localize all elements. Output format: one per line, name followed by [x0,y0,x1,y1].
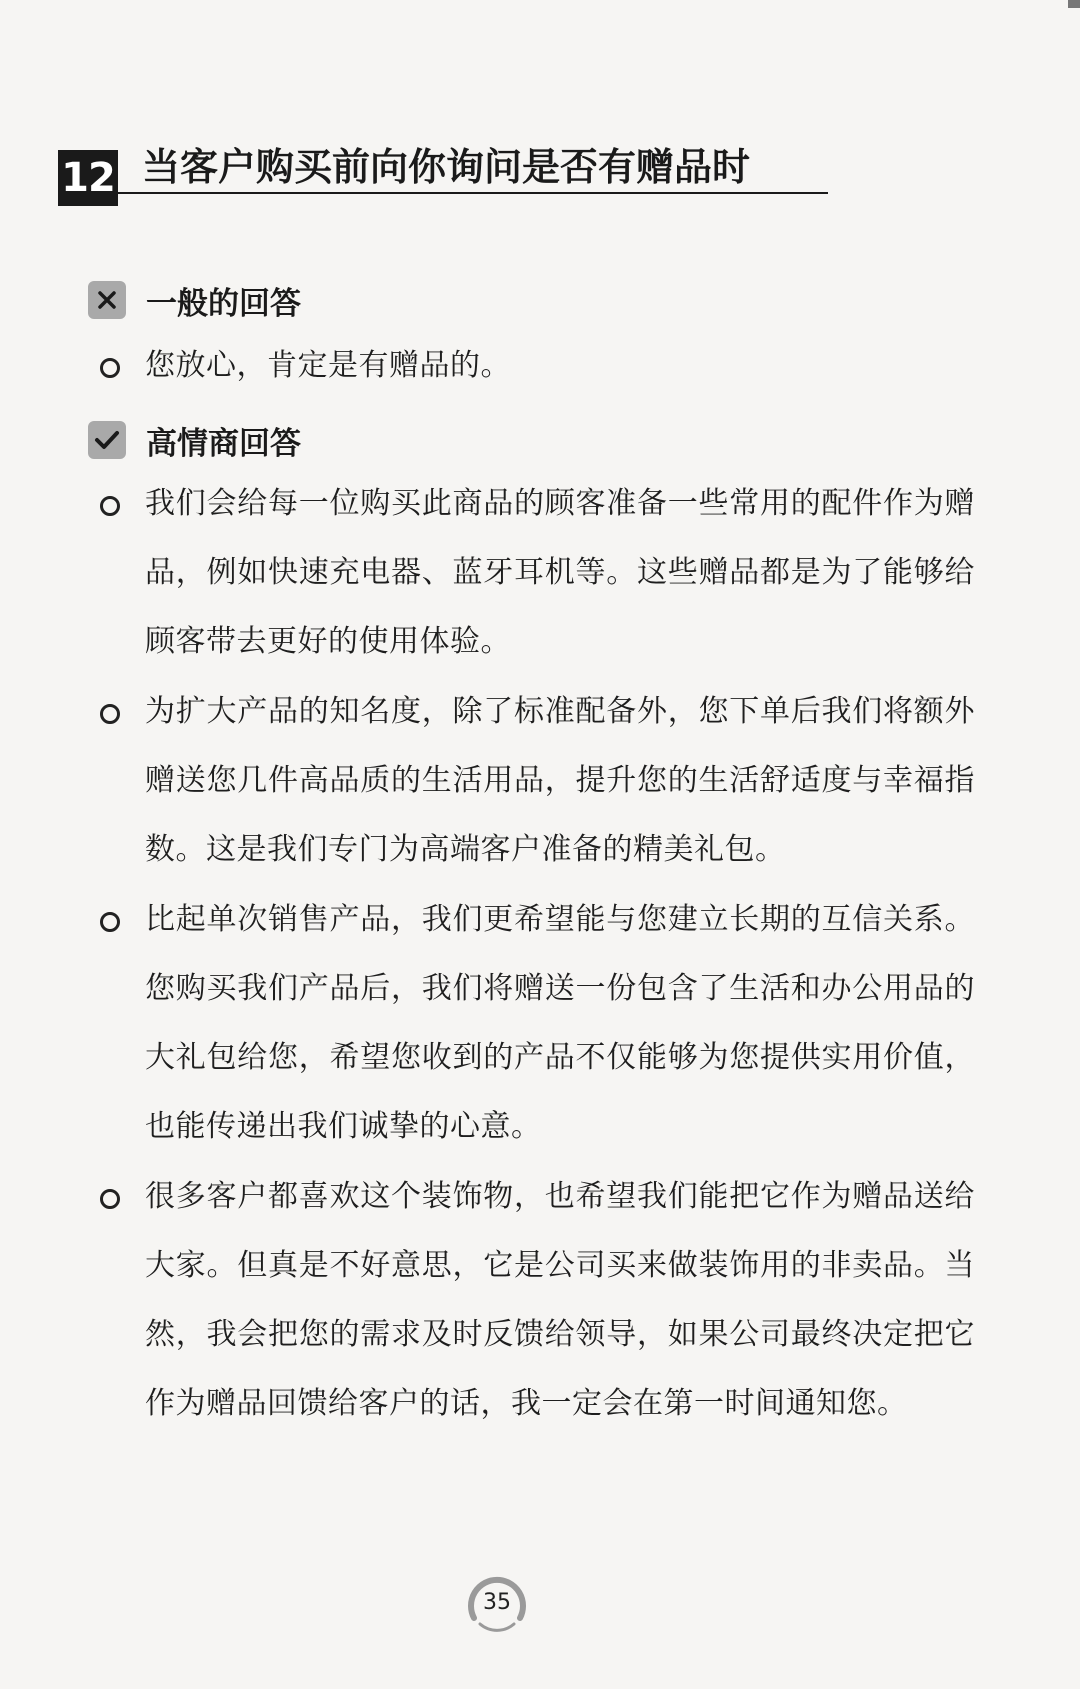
eq-answer-item: 为扩大产品的知名度，除了标准配备外，您下单后我们将额外赠送您几件高品质的生活用品，提升您的生活舒适度与幸福指数。这是我们专门为高端客户准备的精美礼包。 [145,694,975,867]
bullet-icon [100,496,120,516]
eq-answer-heading [88,418,301,462]
cross-icon [88,281,126,319]
section-title: 当客户购买前向你询问是否有赠品时 [142,145,751,189]
bullet-icon [100,912,120,932]
check-icon [88,421,126,459]
eq-answer-item: 很多客户都喜欢这个装饰物，也希望我们能把它作为赠品送给大家。但真是不好意思，它是公司买来做装饰用的非卖品。当然，我会把您的需求及时反馈给领导，如果公司最终决定把它作为赠品回馈给客户的话，我一定会在第一时间通知您。 [145,1179,975,1421]
section-number: 12 [58,150,118,206]
eq-answer-item: 比起单次销售产品，我们更希望能与您建立长期的互信关系。您购买我们产品后，我们将赠送一份包含了生活和办公用品的大礼包给您，希望您收到的产品不仅能够为您提供实用价值，也能传递出我们诚挚的心意。 [145,902,975,1144]
section-underline [118,192,828,194]
eq-answer-label: 高情商回答 [146,425,301,462]
eq-answer-item: 我们会给每一位购买此商品的顾客准备一些常用的配件作为赠品，例如快速充电器、蓝牙耳机等。这些赠品都是为了能够给顾客带去更好的使用体验。 [145,486,975,659]
bullet-icon [100,704,120,724]
page-edge-mark [1068,0,1080,8]
page-number-badge [462,1568,532,1638]
section-header [58,142,768,206]
general-answer-heading [88,278,301,322]
bullet-icon [100,358,120,378]
page-number: 35 [483,1590,511,1615]
general-answer-item: 您放心，肯定是有赠品的。 [145,348,511,383]
bullet-icon [100,1189,120,1209]
general-answer-label: 一般的回答 [146,285,301,322]
